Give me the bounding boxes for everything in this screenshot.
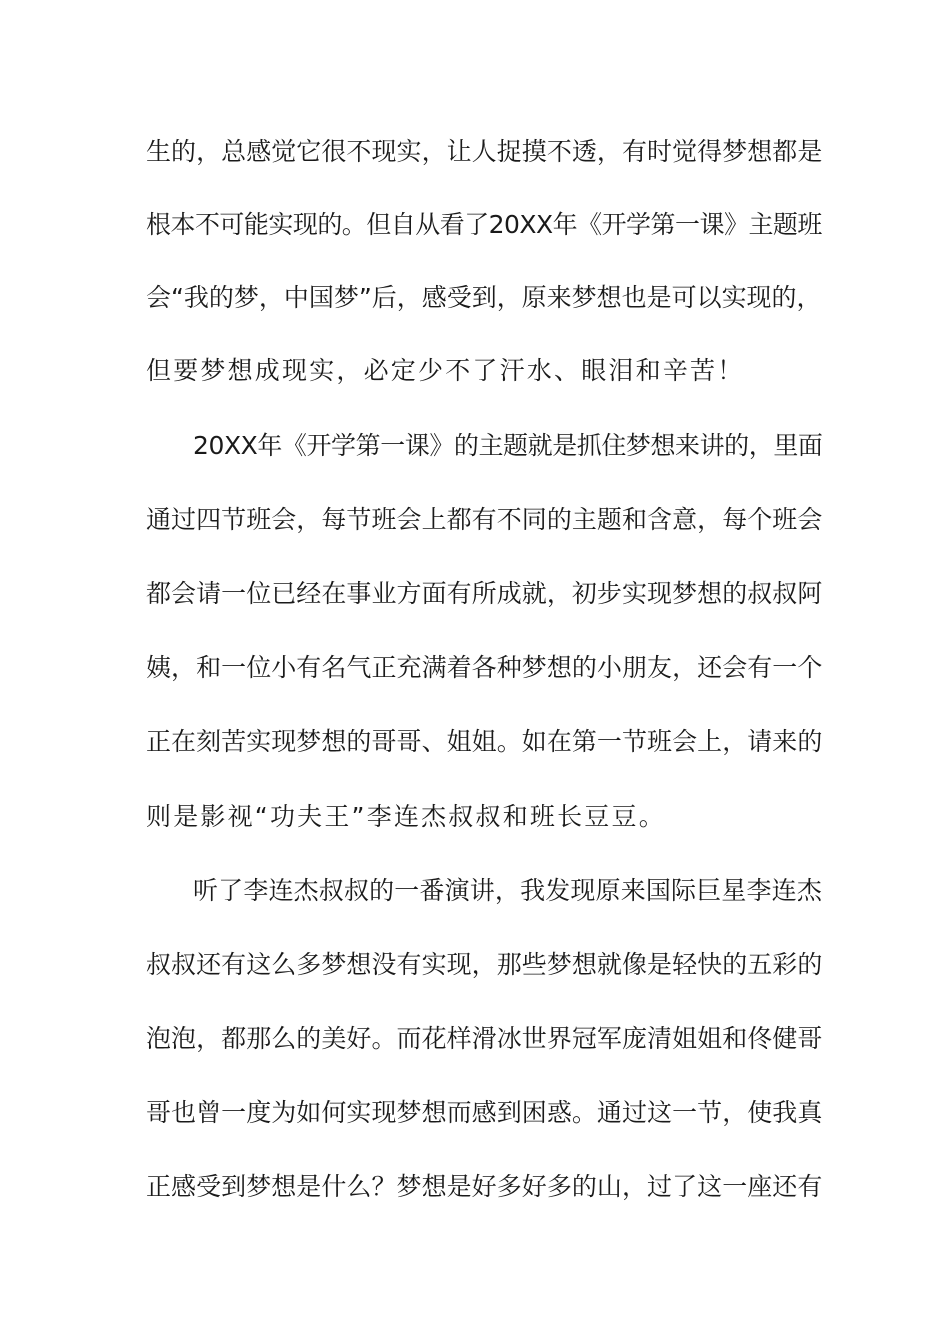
text-line: 哥也曾一度为如何实现梦想而感到困惑。通过这一节，使我真 bbox=[146, 1098, 823, 1127]
text-line: 正感受到梦想是什么？梦想是好多好多的山，过了这一座还有 bbox=[146, 1172, 823, 1201]
text-line: 叔叔还有这么多梦想没有实现，那些梦想就像是轻快的五彩的 bbox=[146, 950, 823, 979]
text-line: 泡泡，都那么的美好。而花样滑冰世界冠军庞清姐姐和佟健哥 bbox=[146, 1024, 823, 1053]
text-line: 生的，总感觉它很不现实，让人捉摸不透，有时觉得梦想都是 bbox=[146, 137, 823, 166]
text-line: 但要梦想成现实，必定少不了汗水、眼泪和辛苦！ bbox=[146, 356, 745, 385]
text-line: 都会请一位已经在事业方面有所成就，初步实现梦想的叔叔阿 bbox=[146, 579, 823, 608]
text-line: 会“我的梦，中国梦”后，感受到，原来梦想也是可以实现的， bbox=[146, 283, 822, 312]
text-line: 则是影视“功夫王”李连杰叔叔和班长豆豆。 bbox=[146, 802, 666, 831]
text-line: 根本不可能实现的。但自从看了20XX年《开学第一课》主题班 bbox=[146, 210, 822, 239]
text-line: 20XX年《开学第一课》的主题就是抓住梦想来讲的，里面 bbox=[193, 431, 823, 460]
text-line: 听了李连杰叔叔的一番演讲，我发现原来国际巨星李连杰 bbox=[193, 876, 823, 905]
text-line: 通过四节班会，每节班会上都有不同的主题和含意，每个班会 bbox=[146, 505, 823, 534]
text-line: 姨，和一位小有名气正充满着各种梦想的小朋友，还会有一个 bbox=[146, 653, 823, 682]
text-line: 正在刻苦实现梦想的哥哥、姐姐。如在第一节班会上，请来的 bbox=[146, 727, 823, 756]
